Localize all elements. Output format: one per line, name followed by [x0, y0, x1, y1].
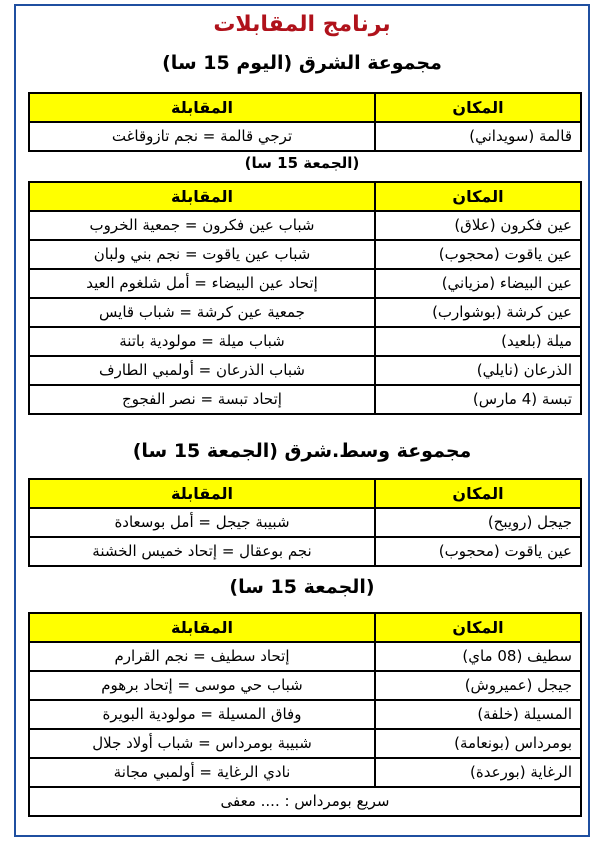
table-row	[29, 671, 581, 700]
column-header-match: المقابلة	[29, 182, 375, 211]
schedule-frame	[14, 4, 590, 837]
match-cell: إتحاد عين البيضاء = أمل شلغوم العيد	[29, 269, 375, 298]
table-row	[29, 758, 581, 787]
column-header-place: المكان	[375, 182, 581, 211]
table-row	[29, 508, 581, 537]
place-cell: عين كرشة (بوشوارب)	[375, 298, 581, 327]
place-cell: ميلة (بلعيد)	[375, 327, 581, 356]
place-cell: عين البيضاء (مزياني)	[375, 269, 581, 298]
match-cell: شباب حي موسى = إتحاد برهوم	[29, 671, 375, 700]
center-east-table	[28, 478, 582, 567]
match-cell: وفاق المسيلة = مولودية البويرة	[29, 700, 375, 729]
center-east-friday-label: (الجمعة 15 سا)	[229, 576, 375, 598]
column-header-match: المقابلة	[29, 479, 375, 508]
match-cell: إتحاد سطيف = نجم القرارم	[29, 642, 375, 671]
column-header-match: المقابلة	[29, 93, 375, 122]
place-cell: سطيف (08 ماي)	[375, 642, 581, 671]
match-cell: شباب ميلة = مولودية باتنة	[29, 327, 375, 356]
table-row	[29, 642, 581, 671]
place-cell: الذرعان (نايلي)	[375, 356, 581, 385]
place-cell: قالمة (سويداني)	[375, 122, 581, 151]
table-row	[29, 787, 581, 816]
place-cell: عين ياقوت (محجوب)	[375, 537, 581, 566]
match-cell: شبيبة بومرداس = شباب أولاد جلال	[29, 729, 375, 758]
east-today-table	[28, 92, 582, 152]
table-row	[29, 269, 581, 298]
table-header-row	[29, 182, 581, 211]
match-cell: شباب عين ياقوت = نجم بني ولبان	[29, 240, 375, 269]
table-row	[29, 356, 581, 385]
place-cell: عين ياقوت (محجوب)	[375, 240, 581, 269]
place-cell: المسيلة (خلفة)	[375, 700, 581, 729]
east-friday-table	[28, 181, 582, 415]
center-east-group-heading: مجموعة وسط.شرق (الجمعة 15 سا)	[132, 440, 472, 462]
table-row	[29, 385, 581, 414]
table-row	[29, 700, 581, 729]
place-cell: عين فكرون (علاق)	[375, 211, 581, 240]
table-row	[29, 729, 581, 758]
table-row	[29, 122, 581, 151]
place-cell: بومرداس (بونعامة)	[375, 729, 581, 758]
match-cell: شباب الذرعان = أولمبي الطارف	[29, 356, 375, 385]
table-row	[29, 240, 581, 269]
table-row	[29, 298, 581, 327]
match-cell: نجم بوعقال = إتحاد خميس الخشنة	[29, 537, 375, 566]
table-header-row	[29, 479, 581, 508]
table-row	[29, 537, 581, 566]
match-cell: جمعية عين كرشة = شباب قايس	[29, 298, 375, 327]
center-east-friday-table	[28, 612, 582, 817]
table-row	[29, 327, 581, 356]
column-header-place: المكان	[375, 93, 581, 122]
match-cell: شباب عين فكرون = جمعية الخروب	[29, 211, 375, 240]
match-cell: شبيبة جيجل = أمل بوسعادة	[29, 508, 375, 537]
column-header-place: المكان	[375, 613, 581, 642]
east-friday-label: (الجمعة 15 سا)	[244, 154, 360, 172]
match-cell: نادي الرغاية = أولمبي مجانة	[29, 758, 375, 787]
page-title: برنامج المقابلات	[213, 12, 391, 37]
place-cell: جيجل (رويبح)	[375, 508, 581, 537]
table-row	[29, 211, 581, 240]
column-header-match: المقابلة	[29, 613, 375, 642]
place-cell: تبسة (4 مارس)	[375, 385, 581, 414]
east-group-heading: مجموعة الشرق (اليوم 15 سا)	[162, 52, 442, 74]
place-cell: الرغاية (بورعدة)	[375, 758, 581, 787]
place-cell: جيجل (عميروش)	[375, 671, 581, 700]
match-cell: ترجي قالمة = نجم تازوقاغت	[29, 122, 375, 151]
column-header-place: المكان	[375, 479, 581, 508]
bye-note: سريع بومرداس : .... معفى	[29, 787, 581, 816]
match-cell: إتحاد تبسة = نصر الفجوج	[29, 385, 375, 414]
table-header-row	[29, 93, 581, 122]
table-header-row	[29, 613, 581, 642]
